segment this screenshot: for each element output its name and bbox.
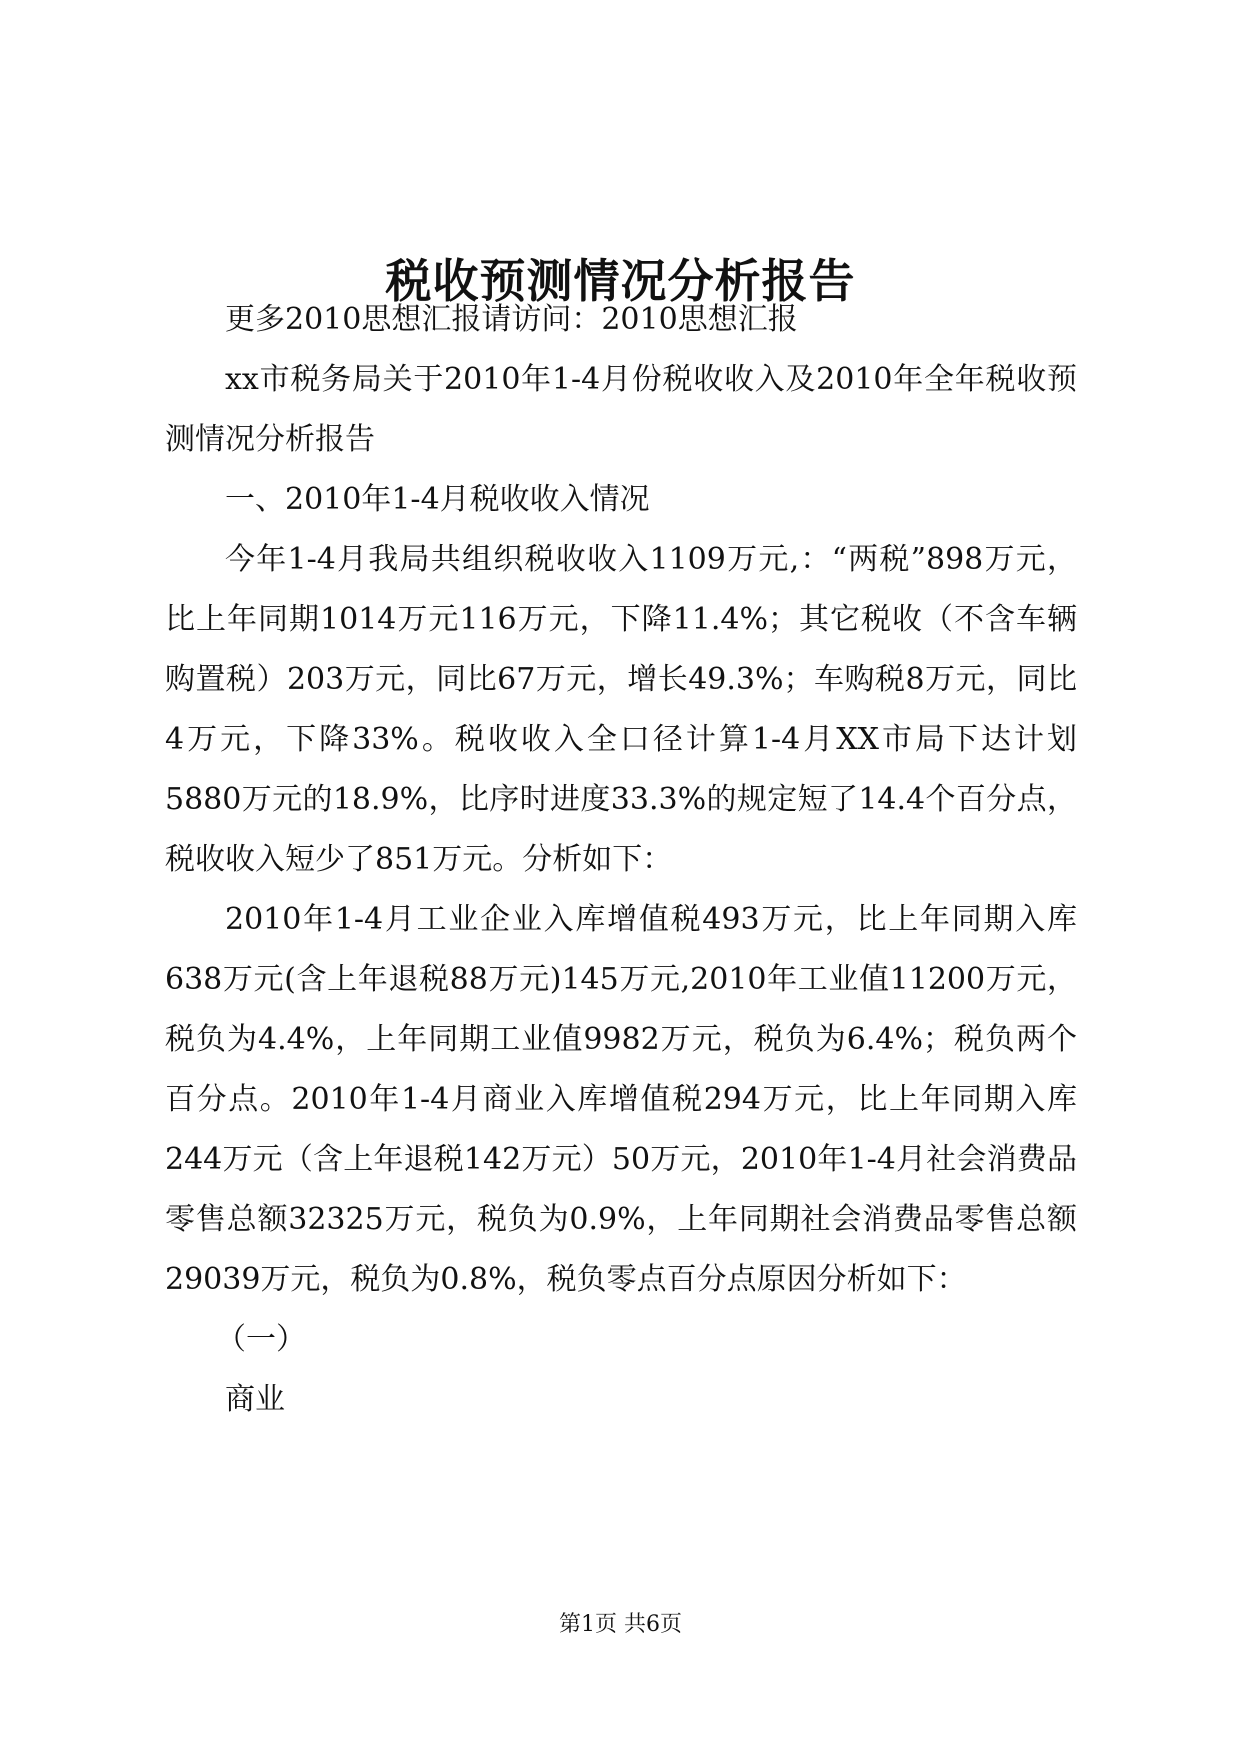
paragraph-commerce: 商业 bbox=[225, 1382, 285, 1417]
paragraph-section-one: 一、2010年1-4月税收收入情况 bbox=[225, 482, 650, 517]
paragraph-report-heading: xx市税务局关于2010年1-4月份税收收入及2010年全年税收预测情况分析报告 bbox=[165, 362, 1077, 457]
paragraph-industry-analysis: 2010年1-4月工业企业入库增值税493万元，比上年同期入库638万元(含上年退税88万元)145万元,2010年工业值11200万元，税负为4.4%，上年同期工业值9982万元，税负为6.4%；税负两个百分点。2010年1-4月商业入库增值税294万元，比上年同期入库244万元（含上年退税142万元）50万元，2010年1-4月社会消费品零售总额32325万元，税负为0.9%，上年同期社会消费品零售总额29039万元，税负为0.8%，税负零点百分点原因分析如下： bbox=[165, 902, 1077, 1297]
paragraph-more-link: 更多2010思想汇报请访问：2010思想汇报 bbox=[225, 302, 798, 337]
paragraph-subsection-one: （一） bbox=[216, 1322, 306, 1357]
document-body bbox=[165, 290, 1077, 1430]
document-title: 税收预测情况分析报告 bbox=[385, 253, 856, 308]
page-footer: 第1页 共6页 bbox=[559, 1612, 682, 1637]
paragraph-tax-summary: 今年1-4月我局共组织税收收入1109万元,：“两税”898万元，比上年同期1014万元116万元，下降11.4%；其它税收（不含车辆购置税）203万元，同比67万元，增长49.3%；车购税8万元，同比4万元，下降33%。税收收入全口径计算1-4月XX市局下达计划5880万元的18.9%，比序时进度33.3%的规定短了14.4个百分点，税收收入短少了851万元。分析如下： bbox=[165, 542, 1077, 877]
